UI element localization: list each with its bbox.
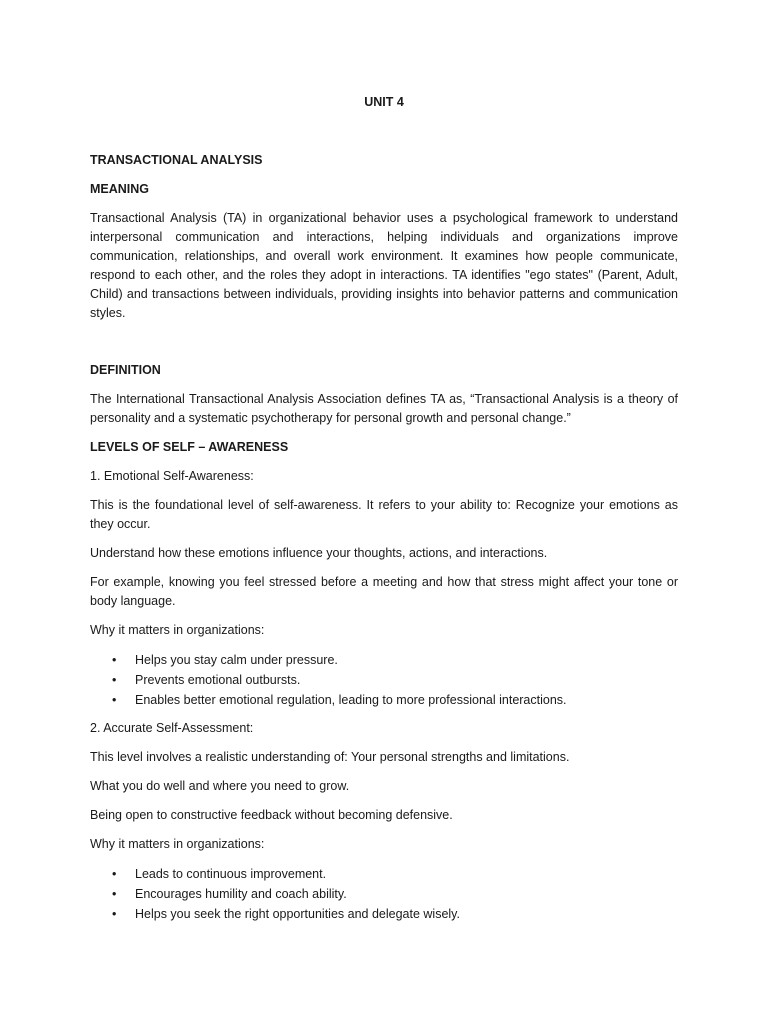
bullet-icon: • [112,653,117,667]
level1-why-heading: Why it matters in organizations: [90,623,265,637]
level2-bullet-list [90,864,678,924]
bullet-icon: • [112,867,117,881]
bullet-icon: • [112,673,117,687]
section-title: TRANSACTIONAL ANALYSIS [90,153,263,167]
definition-paragraph: The International Transactional Analysis Association defines TA as, “Transactional Analysis is a theory of personality and a systematic psychotherapy for personal growth and personal change.” [90,392,678,425]
level2-paragraph-3: Being open to constructive feedback without becoming defensive. [90,808,453,822]
level1-paragraph-2: Understand how these emotions influence your thoughts, actions, and interactions. [90,546,548,560]
list-item: • Helps you seek the right opportunities and delegate wisely. [90,904,678,924]
meaning-heading: MEANING [90,182,150,196]
list-item: • Encourages humility and coach ability. [90,884,678,904]
level1-title: 1. Emotional Self-Awareness: [90,469,254,483]
level1-paragraph-1: This is the foundational level of self-awareness. It refers to your ability to: Recognize your emotions as they occur. [90,498,678,531]
level2-paragraph-1: This level involves a realistic understanding of: Your personal strengths and limitations. [90,750,570,764]
level2-title: 2. Accurate Self-Assessment: [90,721,254,735]
level1-bullet-list [90,650,678,710]
bullet-icon: • [112,693,117,707]
bullet-icon: • [112,887,117,901]
document-page [90,0,678,1024]
list-item: • Leads to continuous improvement. [90,864,678,884]
list-item: • Helps you stay calm under pressure. [90,650,678,670]
level2-why-heading: Why it matters in organizations: [90,837,265,851]
bullet-icon: • [112,907,117,921]
list-item: • Enables better emotional regulation, leading to more professional interactions. [90,690,678,710]
level1-paragraph-3: For example, knowing you feel stressed before a meeting and how that stress might affect your tone or body language. [90,575,678,608]
list-item: • Prevents emotional outbursts. [90,670,678,690]
meaning-paragraph: Transactional Analysis (TA) in organizational behavior uses a psychological framework to understand interpersonal communication and interactions, helping individuals and organizations improve communication, relationships, and overall work environment. It examines how people communicate, respond to each other, and the roles they adopt in interactions. TA identifies "ego states" (Parent, Adult, Child) and transactions between individuals, providing insights into behavior patterns and communication styles. [90,211,678,320]
level2-paragraph-2: What you do well and where you need to grow. [90,779,350,793]
unit-title: UNIT 4 [364,95,404,109]
levels-heading: LEVELS OF SELF – AWARENESS [90,440,289,454]
definition-heading: DEFINITION [90,363,161,377]
